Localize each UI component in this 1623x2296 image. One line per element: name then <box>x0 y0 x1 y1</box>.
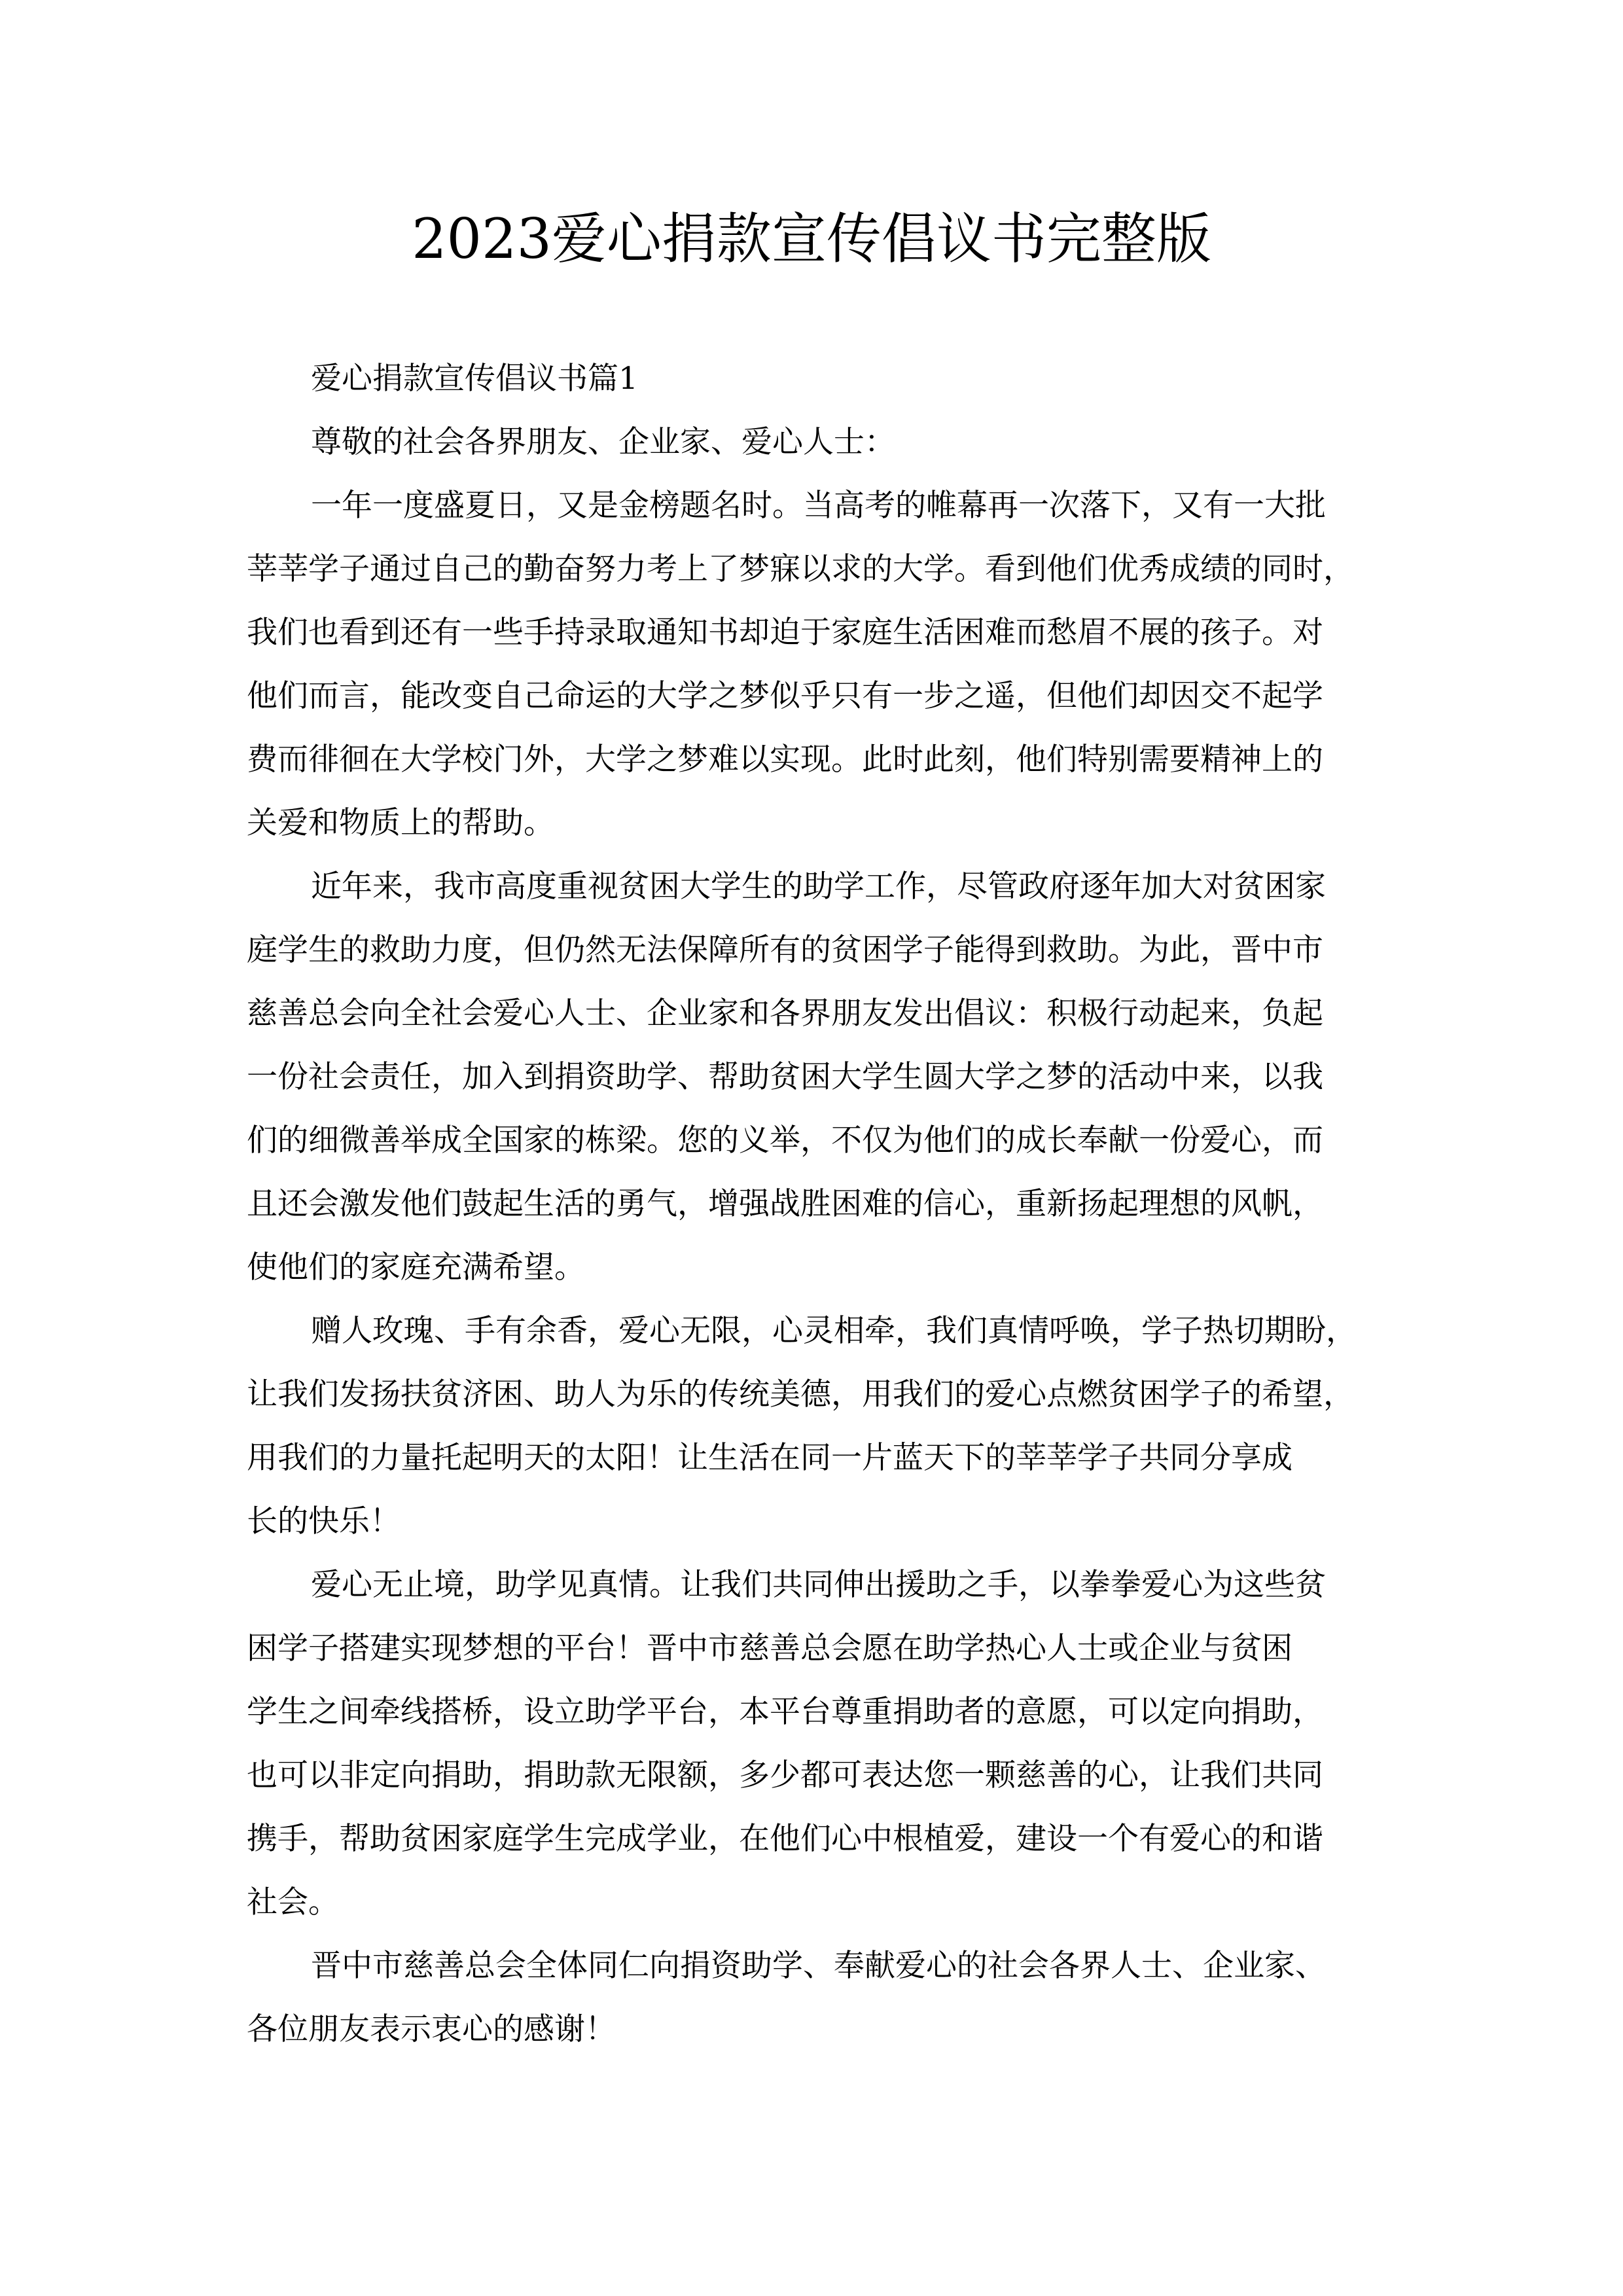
paragraph-2 <box>247 855 1385 1299</box>
paragraph-1 <box>247 474 1385 855</box>
paragraph-line: 社会。 <box>247 1884 339 1920</box>
paragraph-line: 关爱和物质上的帮助。 <box>247 805 554 841</box>
paragraph-line: 长的快乐！ <box>247 1503 401 1539</box>
paragraph-line: 且还会激发他们鼓起生活的勇气，增强战胜困难的信心，重新扬起理想的风帆， <box>247 1186 1323 1222</box>
paragraph-line: 庭学生的救助力度，但仍然无法保障所有的贫困学子能得到救助。为此，晋中市 <box>247 932 1323 968</box>
paragraph-line: 爱心无止境，助学见真情。让我们共同伸出援助之手，以拳拳爱心为这些贫 <box>311 1567 1326 1603</box>
paragraph-line: 我们也看到还有一些手持录取通知书却迫于家庭生活困难而愁眉不展的孩子。对 <box>247 615 1323 651</box>
paragraph-line: 们的细微善举成全国家的栋梁。您的义举，不仅为他们的成长奉献一份爱心，而 <box>247 1122 1323 1158</box>
document-body <box>247 347 1385 2061</box>
paragraph-line: 也可以非定向捐助，捐助款无限额，多少都可表达您一颗慈善的心，让我们共同 <box>247 1757 1323 1793</box>
paragraph-line: 莘莘学子通过自己的勤奋努力考上了梦寐以求的大学。看到他们优秀成绩的同时， <box>247 551 1354 587</box>
paragraph-line: 他们而言，能改变自己命运的大学之梦似乎只有一步之遥，但他们却因交不起学 <box>247 678 1323 714</box>
paragraph-line: 使他们的家庭充满希望。 <box>247 1249 585 1285</box>
paragraph-line: 一年一度盛夏日，又是金榜题名时。当高考的帷幕再一次落下，又有一大批 <box>311 488 1326 524</box>
section-heading: 爱心捐款宣传倡议书篇1 <box>311 361 638 397</box>
document-title: 2023爱心捐款宣传倡议书完整版 <box>412 207 1211 271</box>
paragraph-line: 费而徘徊在大学校门外，大学之梦难以实现。此时此刻，他们特别需要精神上的 <box>247 742 1323 778</box>
paragraph-line: 一份社会责任，加入到捐资助学、帮助贫困大学生圆大学之梦的活动中来，以我 <box>247 1059 1323 1095</box>
paragraph-line: 用我们的力量托起明天的太阳！让生活在同一片蓝天下的莘莘学子共同分享成 <box>247 1440 1293 1476</box>
paragraph-3 <box>247 1299 1385 1553</box>
paragraph-4 <box>247 1553 1385 1934</box>
paragraph-line: 近年来，我市高度重视贫困大学生的助学工作，尽管政府逐年加大对贫困家 <box>311 869 1326 905</box>
paragraph-line: 慈善总会向全社会爱心人士、企业家和各界朋友发出倡议：积极行动起来，负起 <box>247 996 1323 1031</box>
paragraph-line: 困学子搭建实现梦想的平台！晋中市慈善总会愿在助学热心人士或企业与贫困 <box>247 1630 1293 1666</box>
paragraph-line: 携手，帮助贫困家庭学生完成学业，在他们心中根植爱，建设一个有爱心的和谐 <box>247 1821 1323 1857</box>
paragraph-5 <box>247 1934 1385 2061</box>
paragraph-line: 各位朋友表示衷心的感谢！ <box>247 2011 616 2047</box>
paragraph-line: 赠人玫瑰、手有余香，爱心无限，心灵相牵，我们真情呼唤，学子热切期盼， <box>311 1313 1357 1349</box>
paragraph-line: 晋中市慈善总会全体同仁向捐资助学、奉献爱心的社会各界人士、企业家、 <box>311 1948 1326 1984</box>
salutation: 尊敬的社会各界朋友、企业家、爱心人士： <box>311 424 895 460</box>
paragraph-line: 让我们发扬扶贫济困、助人为乐的传统美德，用我们的爱心点燃贫困学子的希望， <box>247 1376 1354 1412</box>
paragraph-line: 学生之间牵线搭桥，设立助学平台，本平台尊重捐助者的意愿，可以定向捐助， <box>247 1694 1323 1730</box>
